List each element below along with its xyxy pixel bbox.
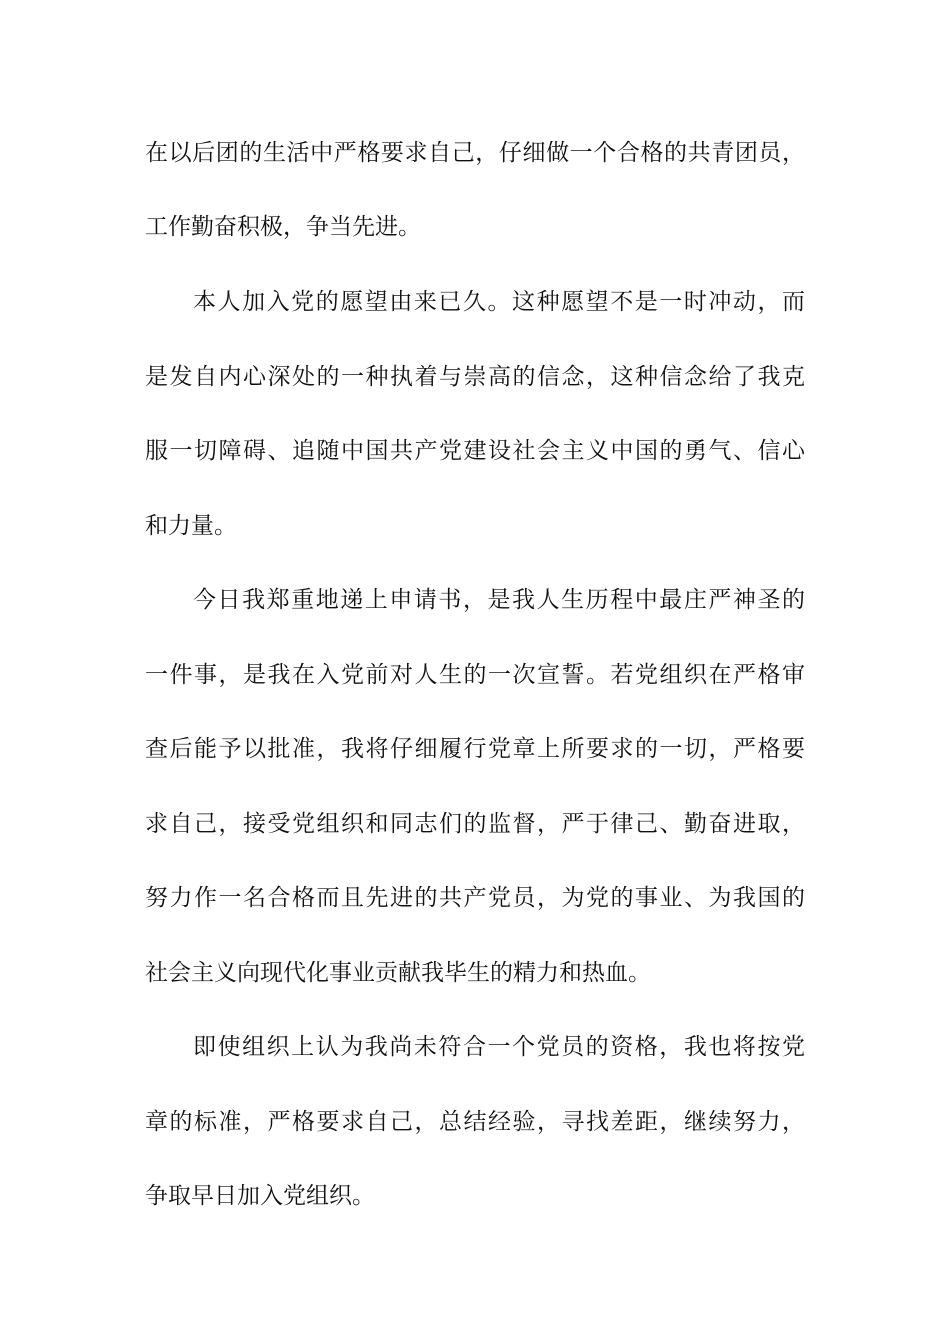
paragraph-line: 求自己，接受党组织和同志们的监督，严于律己、勤奋进取，: [145, 811, 805, 837]
paragraph-line: 是发自内心深处的一种执着与崇高的信念，这种信念给了我克: [145, 364, 805, 390]
paragraph-line: 章的标准，严格要求自己，总结经验，寻找差距，继续努力，: [145, 1109, 805, 1135]
paragraph-line: 即使组织上认为我尚未符合一个党员的资格，我也将按党: [193, 1034, 805, 1060]
paragraph-line: 服一切障碍、追随中国共产党建设社会主义中国的勇气、信心: [145, 438, 805, 464]
paragraph-line: 在以后团的生活中严格要求自己，仔细做一个合格的共青团员，: [145, 140, 805, 166]
paragraph-line: 查后能予以批准，我将仔细履行党章上所要求的一切，严格要: [145, 736, 805, 762]
paragraph-line: 和力量。: [145, 513, 237, 539]
paragraph-line: 社会主义向现代化事业贡献我毕生的精力和热血。: [145, 960, 651, 986]
paragraph-line: 工作勤奋积极，争当先进。: [145, 214, 421, 240]
paragraph-line: 努力作一名合格而且先进的共产党员，为党的事业、为我国的: [145, 885, 805, 911]
paragraph-line: 一件事，是我在入党前对人生的一次宣誓。若党组织在严格审: [145, 662, 805, 688]
paragraph-line: 争取早日加入党组织。: [145, 1183, 375, 1209]
paragraph-line: 今日我郑重地递上申请书，是我人生历程中最庄严神圣的: [193, 587, 805, 613]
paragraph-line: 本人加入党的愿望由来已久。这种愿望不是一时冲动，而: [193, 289, 805, 315]
